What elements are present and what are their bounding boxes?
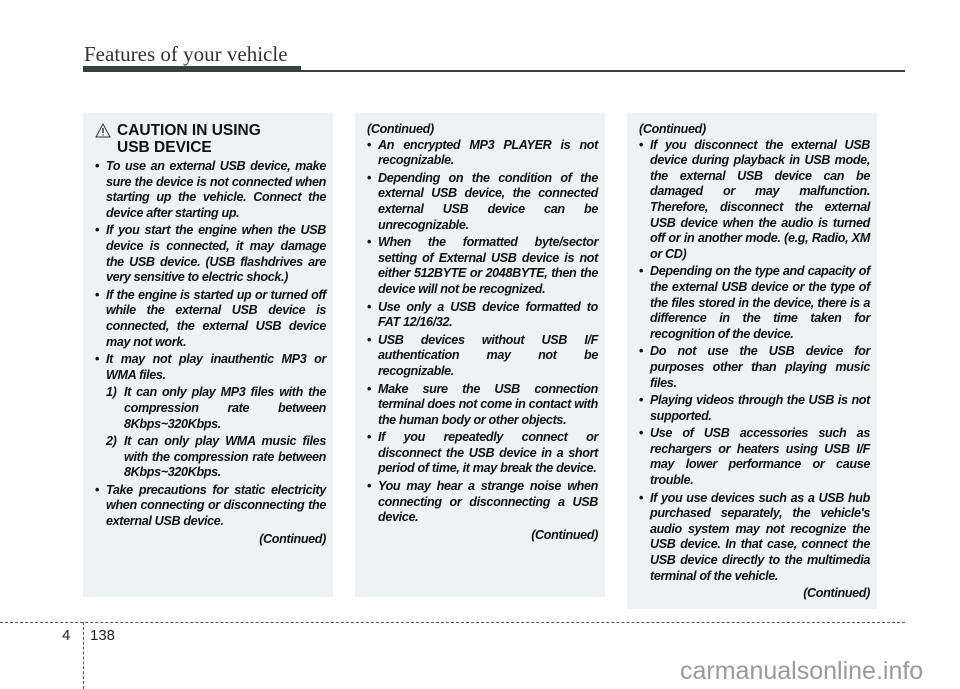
chapter-number: 4	[62, 627, 71, 644]
continued-label: (Continued)	[531, 527, 598, 542]
watermark: carmanualsonline.info	[680, 657, 924, 685]
list-item: • Make sure the USB connection terminal does not come in contact with the human body or other objects.	[367, 382, 598, 429]
list-item: • USB devices without USB I/F authentication may not be recognizable.	[367, 333, 598, 380]
list-item: • If you repeatedly connect or disconnect the USB device in a short period of time, it may break the device.	[367, 430, 598, 477]
footer-rule	[0, 622, 905, 623]
continued-label: (Continued)	[259, 531, 326, 546]
list-item: • If you use devices such as a USB hub purchased separately, the vehicle's audio system may not recognize the USB device. In that case, connect the USB device directly to the multimedia terminal of the vehicle.	[639, 491, 870, 585]
footer-divider	[83, 622, 84, 689]
list-item: • Depending on the condition of the external USB device, the connected external USB device can be unrecognizable.	[367, 171, 598, 233]
caution-box	[83, 113, 333, 597]
caution-title	[95, 122, 326, 156]
sub-item-number: 2)	[106, 434, 117, 449]
header-rule	[83, 70, 905, 72]
caution-title-line-1: CAUTION IN USING	[117, 122, 261, 139]
continued-heading: (Continued)	[367, 122, 434, 136]
list-item: • To use an external USB device, make sure the device is not connected when starting up the vehicle. Connect the device after starting up.	[95, 159, 326, 221]
continued-heading: (Continued)	[639, 122, 706, 136]
continued-label: (Continued)	[803, 586, 870, 601]
caution-box-continued-2	[627, 113, 877, 609]
sub-item-text: It can only play MP3 files with the compression rate between 8Kbps~320Kbps.	[124, 385, 326, 431]
page-number: 138	[90, 627, 116, 644]
section-title: Features of your vehicle	[84, 42, 288, 66]
sub-item-text: It can only play WMA music files with the compression rate between 8Kbps~320Kbps.	[124, 434, 326, 480]
sub-item	[106, 385, 326, 432]
list-item: • Use of USB accessories such as rechargers or heaters using USB I/F may lower performance or cause trouble.	[639, 426, 870, 488]
caution-title-line-2: USB DEVICE	[117, 139, 212, 156]
list-item-text: It may not play inauthentic MP3 or WMA files.	[106, 352, 326, 382]
list-item: • Do not use the USB device for purposes other than playing music files.	[639, 344, 870, 391]
list-item: • Use only a USB device formatted to FAT 12/16/32.	[367, 300, 598, 331]
sub-item	[106, 434, 326, 481]
list-item: • If the engine is started up or turned off while the external USB device is connected, the external USB device may not work.	[95, 288, 326, 350]
list-item: • Playing videos through the USB is not supported.	[639, 393, 870, 424]
sub-item-number: 1)	[106, 385, 117, 400]
list-item: • An encrypted MP3 PLAYER is not recognizable.	[367, 138, 598, 169]
list-item: • You may hear a strange noise when connecting or disconnecting a USB device.	[367, 479, 598, 526]
list-item: • When the formatted byte/sector setting of External USB device is not either 512BYTE or 2048BYTE, then the device will not be recognized.	[367, 235, 598, 297]
list-item: • If you start the engine when the USB device is connected, it may damage the USB device. (USB flashdrives are very sensitive to electric shock.)	[95, 223, 326, 285]
list-item	[95, 352, 326, 481]
list-item: • Depending on the type and capacity of the external USB device or the type of the files stored in the device, there is a difference in the time taken for recognition of the device.	[639, 264, 870, 342]
list-item: • Take precautions for static electricity when connecting or disconnecting the external USB device.	[95, 483, 326, 530]
list-item: • If you disconnect the external USB device during playback in USB mode, the external USB device can be damaged or may malfunction. Therefore, disconnect the external USB device when the audio is turned off or in another mode. (e.g, Radio, XM or CD)	[639, 138, 870, 263]
warning-icon	[95, 123, 111, 138]
caution-box-continued	[355, 113, 605, 597]
